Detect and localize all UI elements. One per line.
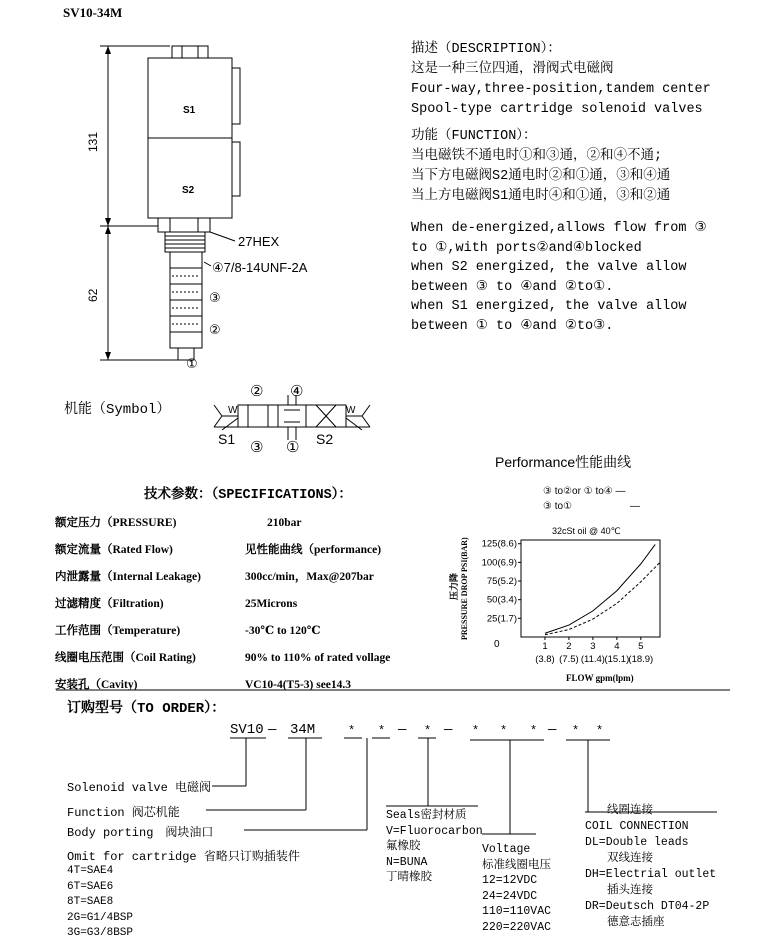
function-cn-2: 当下方电磁阀S2通电时②和①通，③和④通 bbox=[411, 169, 671, 184]
order-star: * bbox=[378, 724, 386, 738]
x-tick-label: 4 bbox=[614, 641, 620, 652]
symbol-port-2: ② bbox=[250, 383, 264, 400]
function-cn-3: 当上方电磁阀S1通电时④和①通，③和②通 bbox=[411, 189, 671, 204]
specs-title: 技术参数：（SPECIFICATIONS）： bbox=[144, 488, 352, 503]
voltage-item: 220=220VAC bbox=[482, 920, 552, 934]
voltage-item: 标准线圈电压 bbox=[482, 858, 551, 872]
seals-item: N=BUNA bbox=[386, 855, 428, 869]
seals-item: Seals密封材质 bbox=[386, 809, 467, 822]
thread-label: ④7/8-14UNF-2A bbox=[212, 260, 308, 275]
function-en-line: between ① to ④and ②to③. bbox=[411, 318, 614, 334]
model-title: SV10-34M bbox=[63, 5, 123, 20]
order-star: * bbox=[424, 724, 432, 738]
ylabel-en: PRESSURE DROP PSI(BAR) bbox=[460, 537, 469, 640]
spec-value: 300cc/min，Max@207bar bbox=[245, 571, 374, 583]
port-1-label: ① bbox=[186, 356, 198, 371]
coil-label-s2: S2 bbox=[182, 185, 195, 196]
seals-item: 丁晴橡胶 bbox=[386, 871, 432, 884]
x-tick-label: 2 bbox=[566, 641, 572, 652]
x-tick-label: 3 bbox=[590, 641, 596, 652]
function-en-line: between ③ to ④and ②to①. bbox=[411, 279, 614, 295]
spec-value: 210bar bbox=[267, 517, 302, 529]
function-cn-1: 当电磁铁不通电时①和③通，②和④不通; bbox=[411, 149, 663, 164]
oil-note: 32cSt oil @ 40℃ bbox=[552, 526, 621, 536]
spec-value: -30℃ to 120℃ bbox=[245, 625, 321, 637]
spec-label: 额定流量（Rated Flow) bbox=[55, 544, 173, 556]
order-dash: — bbox=[444, 722, 453, 738]
description-en-1: Four-way,three-position,tandem center bbox=[411, 82, 711, 97]
symbol-port-3: ③ bbox=[250, 439, 264, 456]
coil-item: DL=Double leads bbox=[585, 836, 689, 849]
description-en-2: Spool-type cartridge solenoid valves bbox=[411, 102, 703, 117]
porting-list bbox=[67, 864, 133, 942]
x-tick-label: 5 bbox=[638, 641, 644, 652]
y-tick-label: 25(1.7) bbox=[486, 613, 517, 625]
spec-label: 工作范围（Temperature) bbox=[55, 625, 181, 637]
y-tick-label: 50(3.4) bbox=[486, 594, 517, 606]
dim-62: 62 bbox=[86, 288, 100, 302]
spec-label: 安装孔（Cavity) bbox=[55, 679, 138, 691]
symbol-s2: S2 bbox=[316, 431, 334, 447]
coil-item: 线圈连接 bbox=[607, 804, 653, 817]
function-en-line: when S2 energized, the valve allow bbox=[411, 260, 687, 276]
function-en-line: when S1 energized, the valve allow bbox=[411, 299, 687, 315]
x-tick-lpm-label: (15.1) bbox=[604, 654, 630, 665]
symbol-w-left: W bbox=[228, 405, 238, 416]
order-body: Body porting 阀块油口 bbox=[67, 826, 214, 840]
port-2-label: ② bbox=[209, 322, 221, 337]
voltage-item: 110=110VAC bbox=[482, 905, 552, 918]
spec-label: 内泄露量（Internal Leakage) bbox=[55, 571, 201, 583]
coil-item: DR=Deutsch DT04-2P bbox=[585, 900, 710, 913]
order-dash: — bbox=[398, 722, 407, 738]
order-star: * bbox=[530, 724, 538, 738]
x-tick-lpm-label: (11.4) bbox=[580, 654, 605, 665]
seals-item: 氟橡胶 bbox=[386, 840, 421, 853]
order-star: * bbox=[348, 724, 356, 738]
order-star: * bbox=[500, 724, 508, 738]
order-star: * bbox=[596, 724, 604, 738]
coil-item: 双线连接 bbox=[607, 852, 653, 865]
coil-label-s1: S1 bbox=[183, 105, 196, 116]
symbol-port-1: ① bbox=[286, 439, 300, 456]
chart-origin: 0 bbox=[494, 639, 500, 650]
order-dash: — bbox=[268, 722, 277, 738]
legend-series-1: ③ to②or ① to④ — bbox=[543, 486, 626, 497]
description-cn: 这是一种三位四通，滑阀式电磁阀 bbox=[411, 62, 614, 77]
porting-item: 2G=G1/4BSP bbox=[67, 911, 134, 924]
order-star: * bbox=[572, 724, 580, 738]
porting-item: 4T=SAE4 bbox=[67, 865, 114, 877]
seals-list bbox=[386, 808, 483, 886]
order-function: Function 阀芯机能 bbox=[67, 806, 180, 820]
spec-label: 线圈电压范围（Coil Rating) bbox=[55, 652, 196, 664]
x-tick-label: 1 bbox=[542, 641, 548, 652]
function-en-line: When de-energized,allows flow from ③ bbox=[411, 221, 707, 236]
voltage-list bbox=[482, 842, 551, 935]
order-code-34m: 34M bbox=[290, 722, 316, 738]
voltage-item: Voltage bbox=[482, 843, 531, 856]
seals-item: V=Fluorocarbon bbox=[386, 824, 483, 838]
port-3-label: ③ bbox=[209, 290, 221, 305]
x-tick-lpm-label: (3.8) bbox=[535, 654, 555, 665]
hex-label: 27HEX bbox=[238, 234, 280, 249]
coil-item: 德意志插座 bbox=[607, 916, 665, 929]
coil-item: DH=Electrial outlet bbox=[585, 868, 717, 881]
legend-series-2-mark: — bbox=[630, 501, 640, 512]
symbol-port-4: ④ bbox=[290, 383, 304, 400]
order-title: 订购型号（TO ORDER）： bbox=[67, 701, 226, 717]
y-tick-label: 125(8.6) bbox=[481, 538, 517, 550]
function-heading: 功能（FUNCTION）： bbox=[411, 129, 537, 144]
order-dash: — bbox=[548, 722, 557, 738]
voltage-item: 12=12VDC bbox=[482, 874, 538, 887]
function-en-line: to ①,with ports②and④blocked bbox=[411, 240, 642, 256]
order-omit: Omit for cartridge 省略只订购插装件 bbox=[67, 850, 300, 864]
porting-item: 6T=SAE6 bbox=[67, 880, 114, 893]
legend-series-2: ③ to① bbox=[543, 501, 573, 512]
dim-131: 131 bbox=[86, 131, 100, 152]
spec-value: 90% to 110% of rated vollage bbox=[245, 652, 391, 664]
spec-value: 见性能曲线（performance) bbox=[245, 544, 382, 556]
symbol-s1: S1 bbox=[218, 431, 236, 447]
coil-item: 插头连接 bbox=[607, 884, 653, 897]
voltage-item: 24=24VDC bbox=[482, 889, 538, 903]
symbol-title: 机能（Symbol） bbox=[64, 402, 171, 418]
porting-item: 3G=G3/8BSP bbox=[67, 927, 134, 939]
y-tick-label: 100(6.9) bbox=[481, 557, 517, 569]
spec-label: 过滤精度（Filtration) bbox=[55, 598, 164, 610]
spec-value: 25Microns bbox=[245, 598, 298, 610]
symbol-w-right: W bbox=[346, 405, 356, 416]
coil-item: COIL CONNECTION bbox=[585, 820, 689, 833]
coil-list bbox=[585, 803, 716, 931]
x-tick-lpm-label: (18.9) bbox=[628, 654, 654, 665]
porting-item: 8T=SAE8 bbox=[67, 896, 114, 908]
spec-value: VC10-4(T5-3) see14.3 bbox=[245, 679, 352, 691]
xlabel: FLOW gpm(lpm) bbox=[566, 673, 634, 683]
ylabel-cn: 压力降 bbox=[449, 572, 459, 600]
description-heading: 描述（DESCRIPTION）： bbox=[411, 42, 561, 57]
performance-title: Performance性能曲线 bbox=[495, 454, 632, 470]
x-tick-lpm-label: (7.5) bbox=[559, 654, 579, 665]
y-tick-label: 75(5.2) bbox=[486, 576, 517, 588]
order-star: * bbox=[472, 724, 480, 738]
order-code-sv: SV10 bbox=[230, 722, 264, 738]
order-solenoid: Solenoid valve 电磁阀 bbox=[67, 781, 212, 795]
spec-label: 额定压力（PRESSURE) bbox=[55, 517, 177, 529]
